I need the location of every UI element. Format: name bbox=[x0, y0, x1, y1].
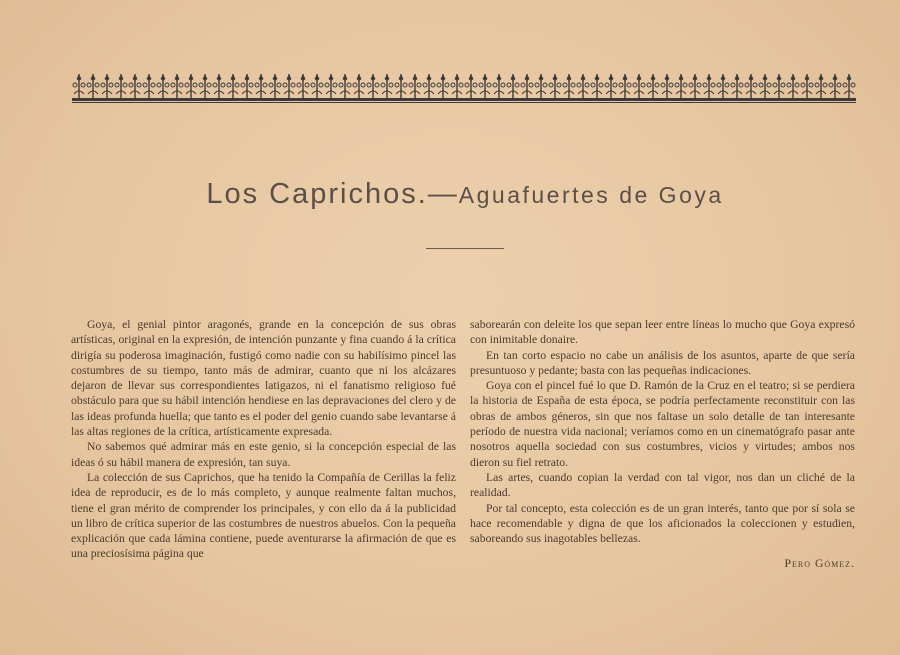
paragraph: Por tal concepto, esta colección es de un gran interés, tanto que por sí sola se hace recomendable y digna de que los aficionados la coleccionen y estudien, saboreando sus inagotables bellezas. bbox=[470, 501, 855, 546]
author-signature: Pero Gómez. bbox=[784, 557, 855, 571]
title-part-2: Aguafuertes de Goya bbox=[458, 182, 724, 208]
paragraph: La colección de sus Caprichos, que ha tenido la Compañía de Cerillas la feliz idea de reproducir, es de lo más completo, y aunque realmente faltan muchos, tiene el gran mérito de comprender los principales, y con ello da á la publicidad un libro de crítica superior de las costumbres de nuestros abuelos. Con la pequeña explicación que cada lámina contiene, puede aventurarse la afirmación de que es una preciosísima página que bbox=[71, 470, 456, 561]
paragraph: Goya con el pincel fué lo que D. Ramón de la Cruz en el teatro; si se perdiera la historia de España de esta época, se podría perfectamente reconstituir con las obras de ambos géneros, sin que nos faltase un solo detalle de tan interesante período de nuestra vida nacional; veríamos como en un cinematógrafo pasar ante nosotros aquella sociedad con sus costumbres, vicios y virtudes; ambos nos dieron su fiel retrato. bbox=[470, 379, 855, 469]
left-text-column bbox=[71, 317, 456, 562]
paragraph: saborearán con deleite los que sepan leer entre líneas lo mucho que Goya expresó con inimitable donaire. bbox=[470, 318, 855, 347]
title-divider bbox=[426, 248, 504, 249]
paragraph: Las artes, cuando copian la verdad con tal vigor, nos dan un cliché de la realidad. bbox=[470, 470, 855, 500]
page-title bbox=[0, 178, 900, 211]
paragraph: No sabemos qué admirar más en este genio, si la concepción especial de las ideas ó su hábil manera de expresión, tan suya. bbox=[71, 440, 456, 469]
right-text-column bbox=[470, 317, 855, 572]
paragraph: Goya, el genial pintor aragonés, grande en la concepción de sus obras artísticas, original en la expresión, de intención punzante y fina cuando á la crítica dirigía su poderosa imaginación, fustigó como nadie con su habilísimo pincel las costumbres de su tiempo, tanto más de admirar, cuanto que ni los alcázares dejaron de llevar sus correspondientes latigazos, ni el fanatismo religioso fué obstáculo para que su hábil intención hendiese en las depravaciones del clero y de las ideas profunda huella; que tanto es el poder del genio cuando sabe levantarse á las altas regiones de la crítica, artísticamente expresada. bbox=[71, 318, 456, 439]
paragraph: En tan corto espacio no cabe un análisis de los asuntos, aparte de que sería presuntuoso y pedante; basta con las pequeñas indicaciones. bbox=[470, 348, 855, 377]
title-part-1: Los Caprichos.— bbox=[206, 178, 459, 210]
ornamental-border-icon bbox=[72, 72, 856, 104]
